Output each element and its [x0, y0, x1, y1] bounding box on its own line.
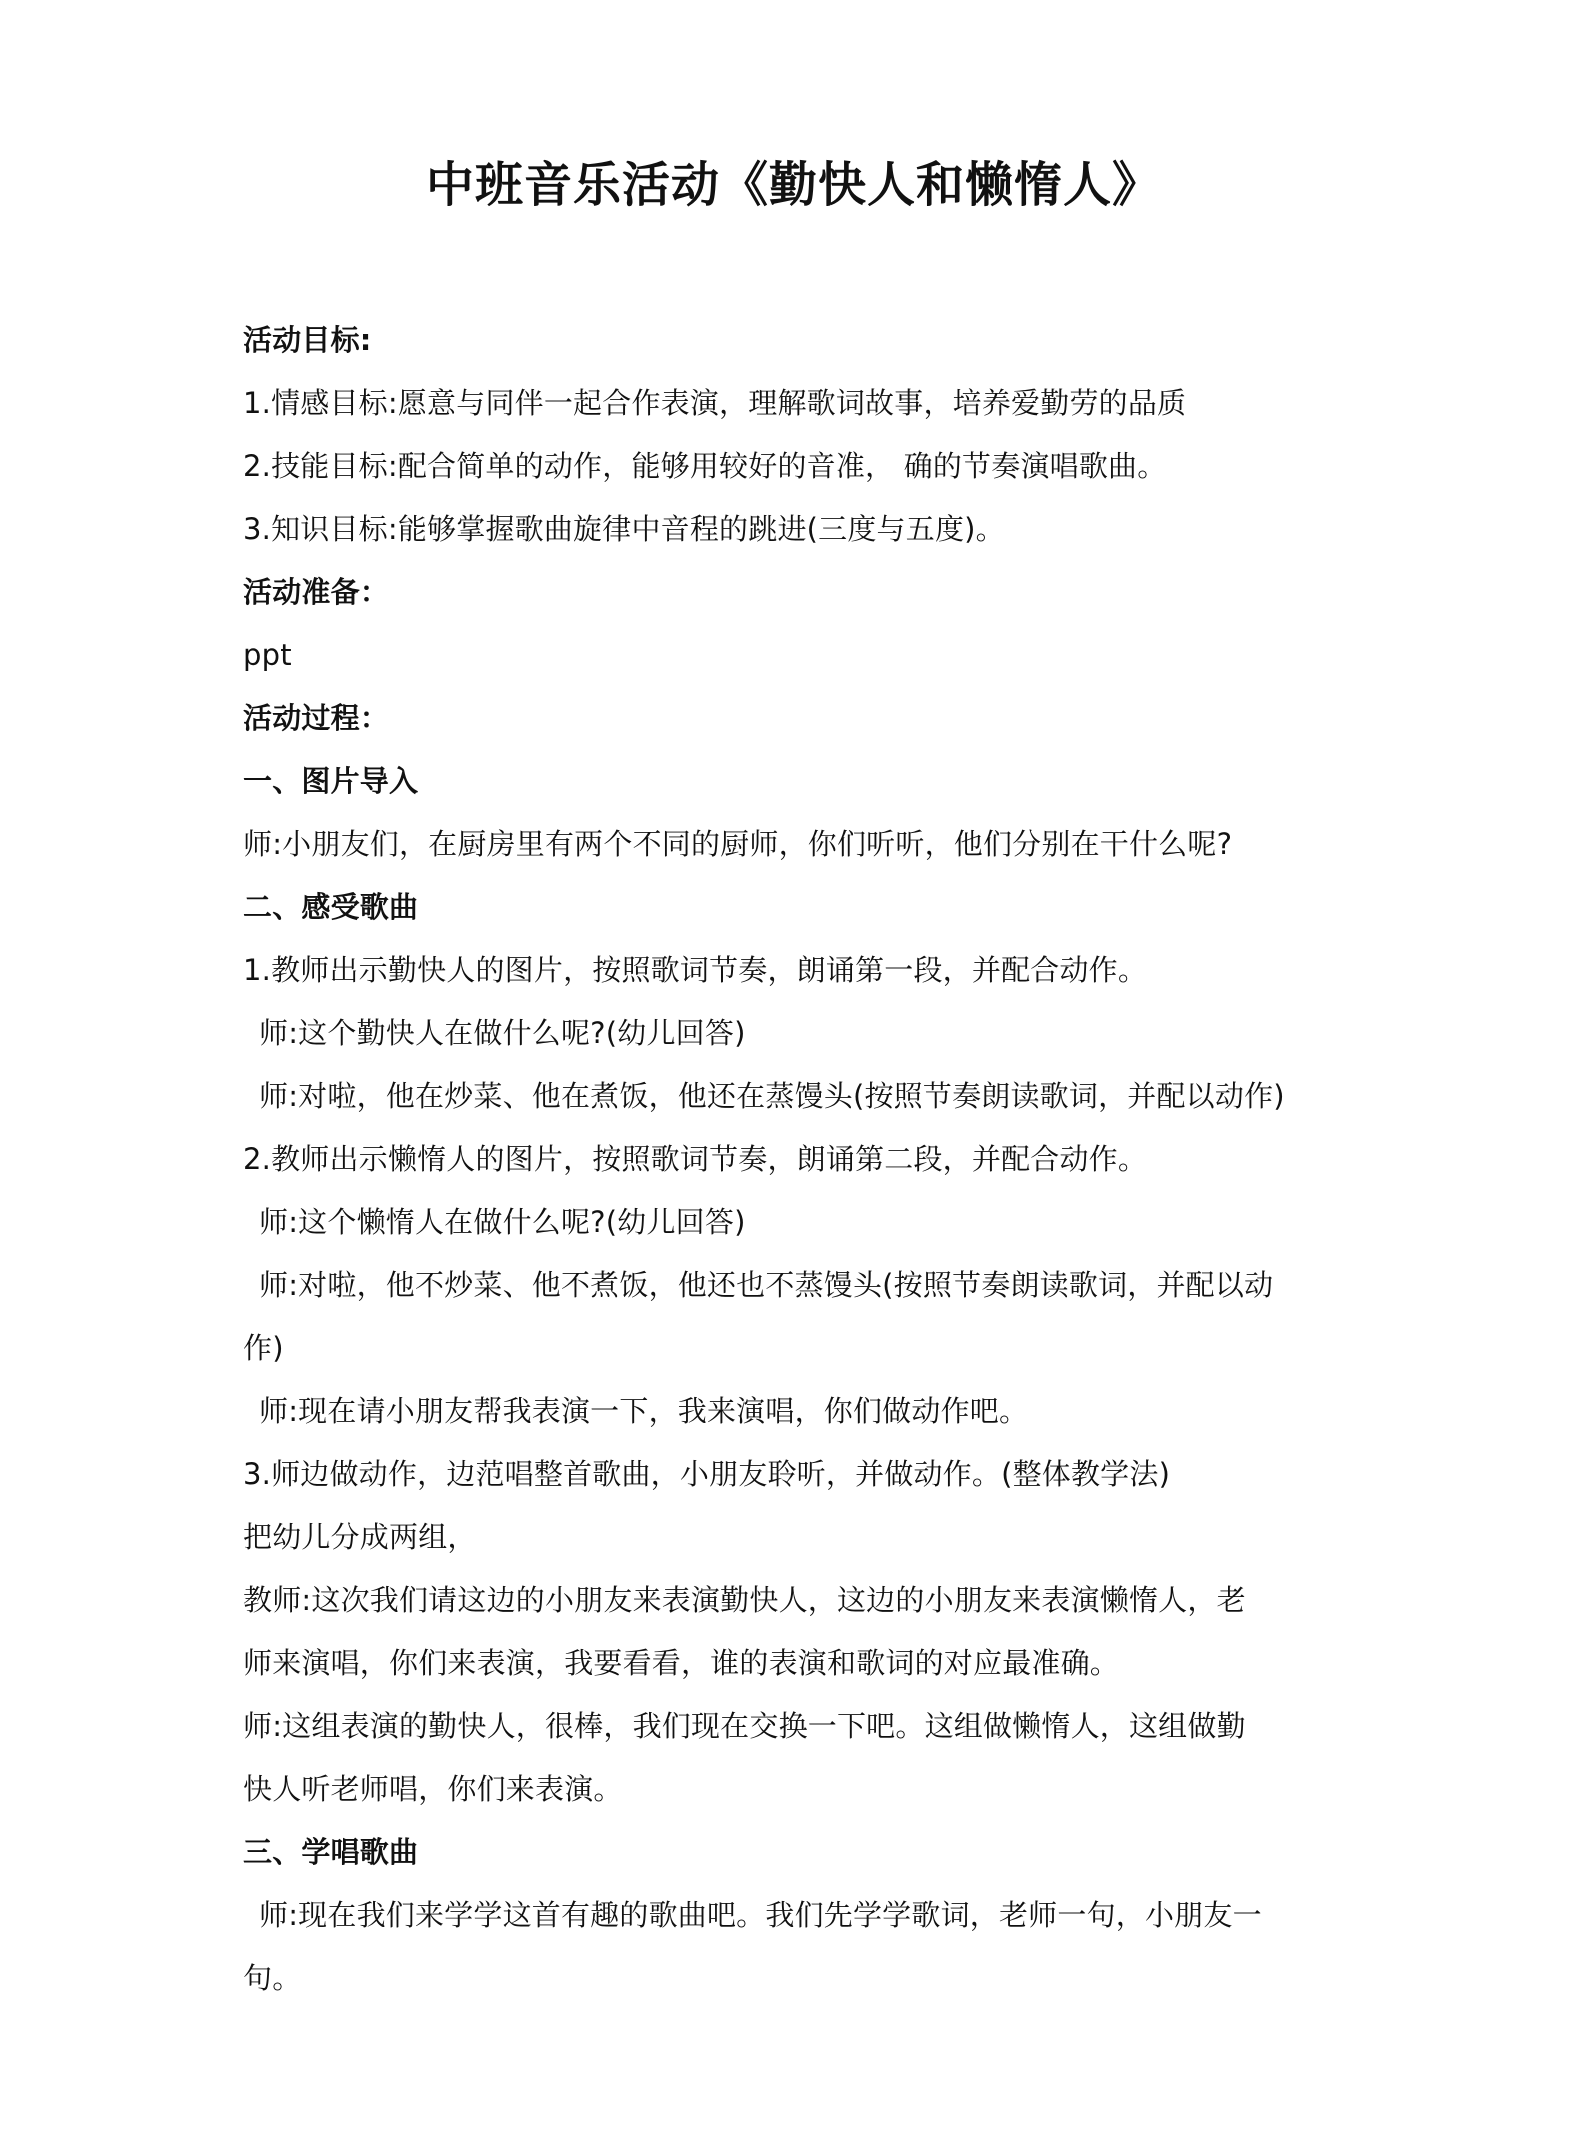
paragraph-line: 句。	[243, 1961, 302, 1995]
section-heading: 活动过程：	[243, 701, 390, 735]
paragraph-line: 作)	[243, 1331, 284, 1365]
section-heading: 三、学唱歌曲	[243, 1835, 419, 1869]
section-heading: 二、感受歌曲	[243, 890, 419, 924]
section-heading: 活动准备：	[243, 575, 390, 609]
paragraph-line: 师来演唱，你们来表演，我要看看，谁的表演和歌词的对应最准确。	[243, 1646, 1120, 1680]
paragraph-line: 师:这组表演的勤快人，很棒，我们现在交换一下吧。这组做懒惰人，这组做勤	[243, 1709, 1246, 1743]
paragraph-line: 3.师边做动作，边范唱整首歌曲，小朋友聆听，并做动作。(整体教学法)	[243, 1457, 1171, 1491]
paragraph-line: ppt	[243, 638, 292, 672]
paragraph-line: 师:现在请小朋友帮我表演一下，我来演唱，你们做动作吧。	[259, 1394, 1029, 1428]
paragraph-line: 1.情感目标:愿意与同伴一起合作表演，理解歌词故事，培养爱勤劳的品质	[243, 386, 1187, 420]
paragraph-line: 3.知识目标:能够掌握歌曲旋律中音程的跳进(三度与五度)。	[243, 512, 1005, 546]
paragraph-line: 师:小朋友们，在厨房里有两个不同的厨师，你们听听，他们分别在干什么呢?	[243, 827, 1233, 861]
section-heading: 活动目标:	[243, 323, 372, 357]
paragraph-line: 2.技能目标:配合简单的动作，能够用较好的音准， 确的节奏演唱歌曲。	[243, 449, 1167, 483]
paragraph-line: 师:这个懒惰人在做什么呢?(幼儿回答)	[259, 1205, 746, 1239]
paragraph-line: 1.教师出示勤快人的图片，按照歌词节奏，朗诵第一段，并配合动作。	[243, 953, 1148, 987]
document-title: 中班音乐活动《勤快人和懒惰人》	[425, 157, 1161, 213]
paragraph-line: 教师:这次我们请这边的小朋友来表演勤快人，这边的小朋友来表演懒惰人，老	[243, 1583, 1246, 1617]
paragraph-line: 2.教师出示懒惰人的图片，按照歌词节奏，朗诵第二段，并配合动作。	[243, 1142, 1148, 1176]
section-heading: 一、图片导入	[243, 764, 419, 798]
paragraph-line: 师:对啦，他在炒菜、他在煮饭，他还在蒸馒头(按照节奏朗读歌词，并配以动作)	[259, 1079, 1285, 1113]
paragraph-line: 把幼儿分成两组，	[243, 1520, 477, 1554]
paragraph-line: 快人听老师唱，你们来表演。	[243, 1772, 623, 1806]
paragraph-line: 师:这个勤快人在做什么呢?(幼儿回答)	[259, 1016, 746, 1050]
paragraph-line: 师:现在我们来学学这首有趣的歌曲吧。我们先学学歌词，老师一句，小朋友一	[259, 1898, 1262, 1932]
paragraph-line: 师:对啦，他不炒菜、他不煮饭，他还也不蒸馒头(按照节奏朗读歌词，并配以动	[259, 1268, 1274, 1302]
